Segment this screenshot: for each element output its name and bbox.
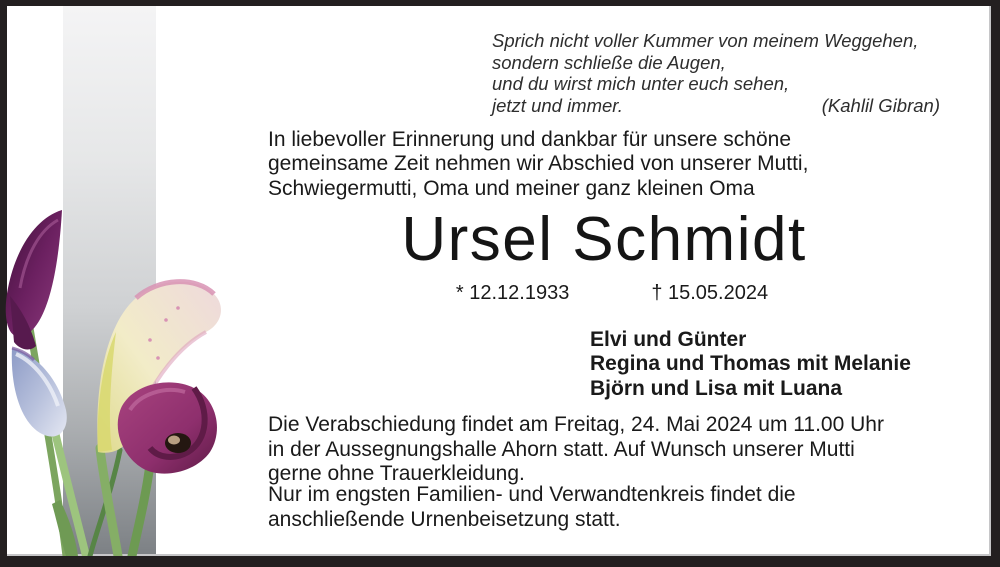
farewell-paragraph — [268, 413, 884, 487]
obituary-card — [7, 6, 991, 556]
burial-paragraph — [268, 483, 796, 532]
intro-line: In liebevoller Erinnerung und dankbar für unsere schöne — [268, 128, 792, 151]
calla-purple — [6, 210, 62, 349]
calla-lilies-illustration — [0, 200, 230, 556]
quote-line: sondern schließe die Augen, — [492, 51, 726, 73]
memorial-quote — [492, 30, 940, 117]
quote-attribution: (Kahlil Gibran) — [821, 95, 940, 117]
birth-date: * 12.12.1933 — [455, 282, 570, 304]
mourners-line: Regina und Thomas mit Melanie — [590, 352, 911, 376]
intro-paragraph — [268, 128, 808, 201]
intro-line: Schwiegermutti, Oma und meiner ganz kleinen Oma — [268, 176, 755, 200]
farewell-line: gerne ohne Trauerkleidung. — [268, 462, 525, 486]
burial-line: anschließende Urnenbeisetzung statt. — [268, 507, 621, 531]
mourners-line: Elvi und Günter — [590, 328, 747, 351]
intro-line: gemeinsame Zeit nehmen wir Abschied von unserer Mutti, — [268, 152, 809, 176]
burial-line: Nur im engsten Familien- und Verwandtenkreis findet die — [268, 483, 796, 506]
mourners-list — [590, 328, 911, 401]
quote-line: jetzt und immer. — [492, 95, 623, 117]
farewell-line: Die Verabschiedung findet am Freitag, 24. Mai 2024 um 11.00 Uhr — [268, 413, 884, 436]
deceased-name: Ursel Schmidt — [401, 205, 807, 274]
farewell-line: in der Aussegnungshalle Ahorn statt. Auf Wunsch unserer Mutti — [268, 437, 855, 461]
quote-line: und du wirst mich unter euch sehen, — [492, 73, 790, 95]
calla-lavender — [12, 348, 67, 437]
calla-magenta — [118, 382, 217, 473]
mourners-line: Björn und Lisa mit Luana — [590, 376, 843, 400]
life-dates — [276, 281, 948, 305]
death-date: † 15.05.2024 — [651, 282, 769, 304]
quote-line: Sprich nicht voller Kummer von meinem Weggehen, — [492, 30, 919, 51]
